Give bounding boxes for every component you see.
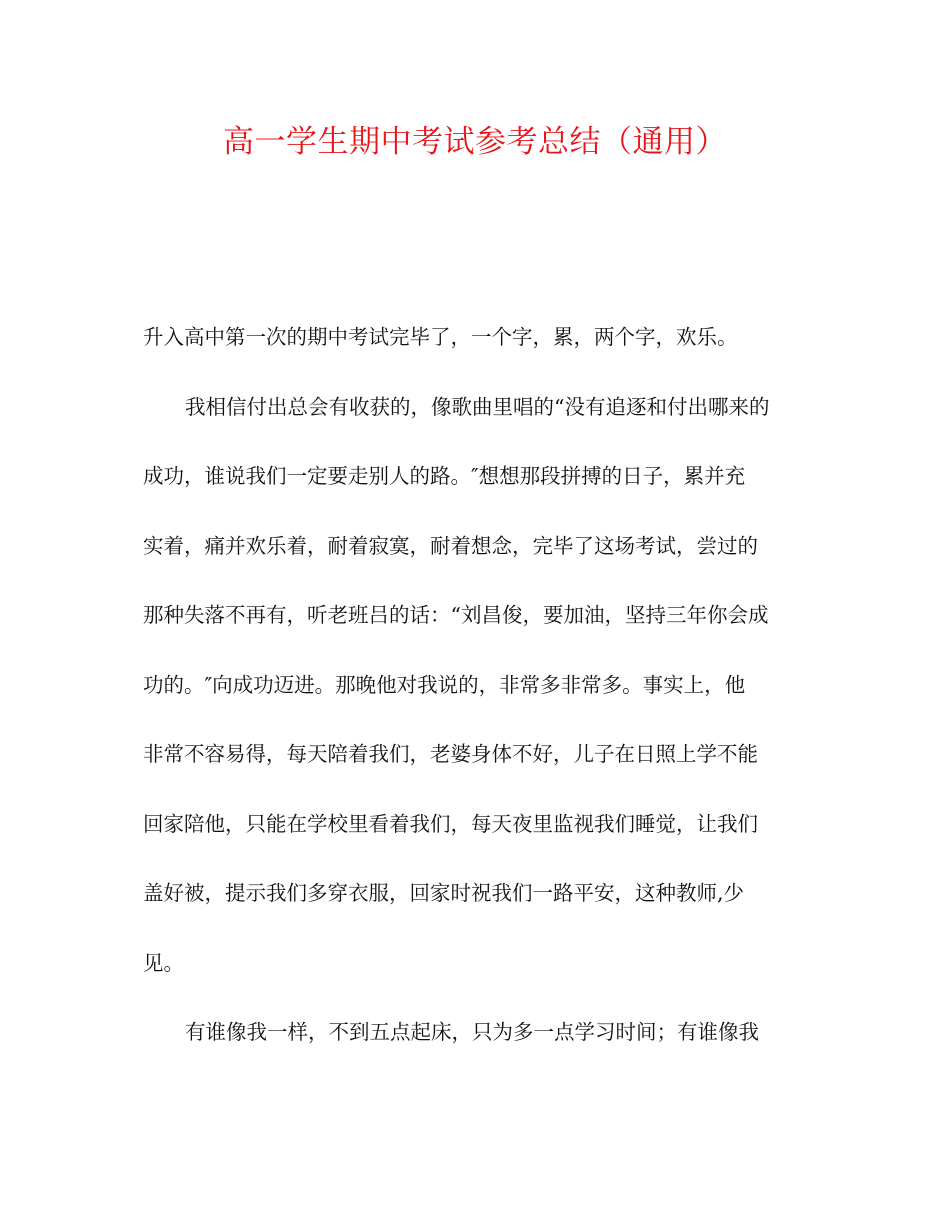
paragraph-line: 非常不容易得，每天陪着我们，老婆身体不好，儿子在日照上学不能 [143, 742, 758, 766]
paragraph-line: 实着，痛并欢乐着，耐着寂寞，耐着想念，完毕了这场考试，尝过的 [143, 533, 758, 558]
paragraph-line: 有谁像我一样，不到五点起床，只为多一点学习时间；有谁像我 [185, 1020, 759, 1044]
paragraph-line: 成功，谁说我们一定要走别人的路。″想想那段拼搏的日子，累并充 [143, 464, 746, 488]
paragraph-line: 盖好被，提示我们多穿衣服，回家时祝我们一路平安，这种教师,少 [143, 881, 745, 905]
document-body [143, 320, 815, 1085]
paragraph-line: 见。 [143, 950, 184, 975]
paragraph-line: 那种失落不再有，听老班吕的话：“刘昌俊，要加油，坚持三年你会成 [143, 603, 769, 627]
paragraph-line: 升入高中第一次的期中考试完毕了，一个字，累，两个字，欢乐。 [143, 325, 738, 349]
paragraph-line: 回家陪他，只能在学校里看着我们，每天夜里监视我们睡觉，让我们 [143, 811, 758, 836]
document-title: 高一学生期中考试参考总结（通用） [223, 124, 727, 160]
paragraph-line: 我相信付出总会有收获的，像歌曲里唱的“没有追逐和付出哪来的 [185, 394, 770, 419]
paragraph-line: 功的。″向成功迈进。那晚他对我说的，非常多非常多。事实上，他 [143, 672, 746, 697]
